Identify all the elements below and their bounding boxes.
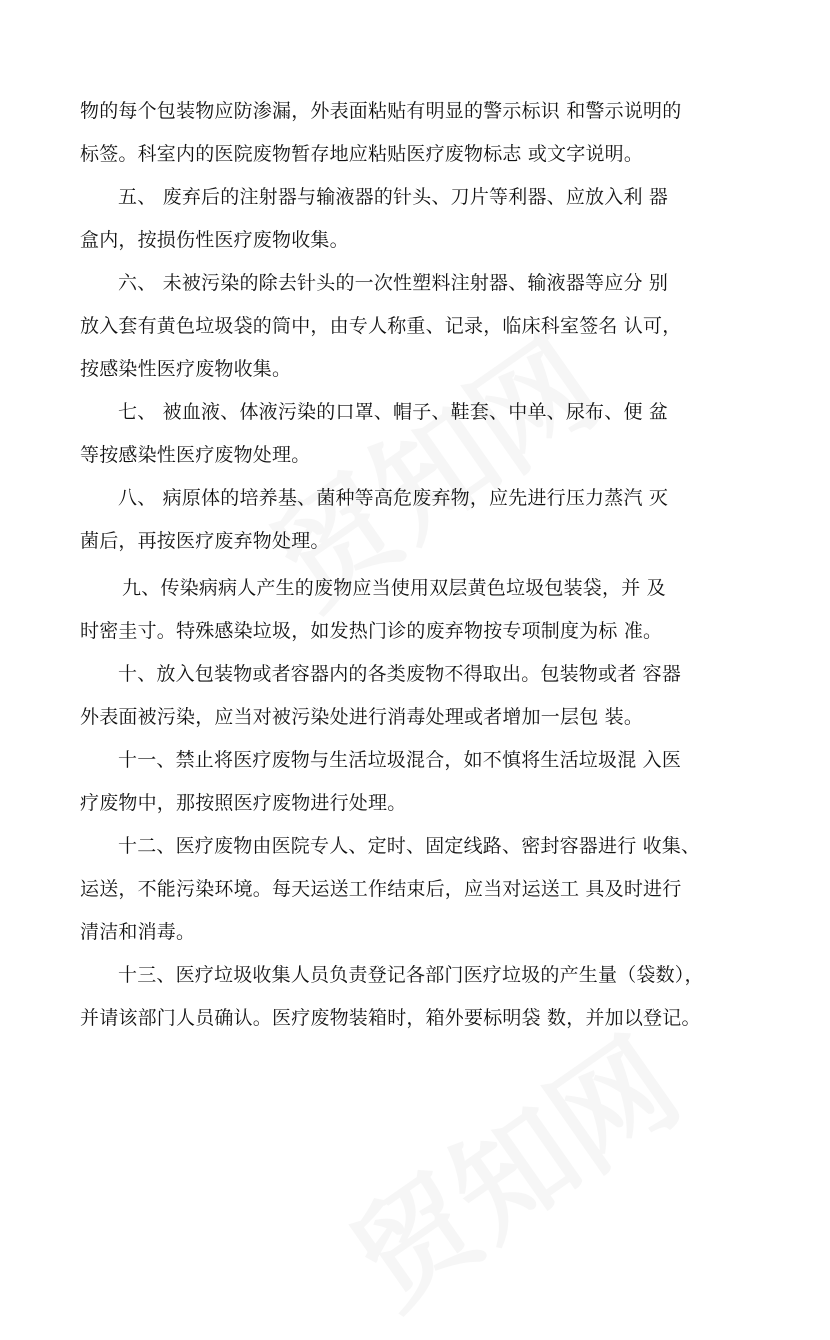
paragraph-line: 标签。科室内的医院废物暂存地应粘贴医疗废物标志 或文字说明。 [80,143,644,165]
paragraph-line: 疗废物中，那按照医疗废物进行处理。 [80,792,407,814]
paragraph-line: 十三、医疗垃圾收集人员负责登记各部门医疗垃圾的产生量（袋数）， [118,964,704,986]
paragraph-line: 运送，不能污染环境。每天运送工作结束后，应当对运送工 具及时进行 [80,878,682,900]
paragraph-line: 六、 未被污染的除去针头的一次性塑料注射器、输液器等应分 别 [118,272,669,294]
paragraph-line: 清洁和消毒。 [80,921,196,943]
watermark-bottom [313,992,707,1339]
paragraph-line: 八、 病原体的培养基、菌种等高危废弃物，应先进行压力蒸汽 灭 [118,487,669,509]
paragraph-line: 十、放入包装物或者容器内的各类废物不得取出。包装物或者 容器 [118,663,682,685]
paragraph-line: 五、 废弃后的注射器与输液器的针头、刀片等利器、应放入利 器 [118,186,669,208]
paragraph-line: 十二、医疗废物由医院专人、定时、固定线路、密封容器进行 收集、 [118,835,701,857]
paragraph-line: 时密圭寸。特殊感染垃圾，如发热门诊的废弃物按专项制度为标 准。 [80,620,663,642]
paragraph-line: 按感染性医疗废物收集。 [80,358,292,380]
paragraph-line: 放入套有黄色垃圾袋的筒中，由专人称重、记录，临床科室签名 认可， [80,315,682,337]
paragraph-line: 外表面被污染，应当对被污染处进行消毒处理或者增加一层包 装。 [80,706,644,728]
paragraph-line: 九、传染病病人产生的废物应当使用双层黄色垃圾包装袋，并 及 [122,577,666,599]
paragraph-line: 等按感染性医疗废物处理。 [80,444,311,466]
paragraph-line: 物的每个包装物应防渗漏，外表面粘贴有明显的警示标识 和警示说明的 [80,100,682,122]
paragraph-line: 菌后，再按医疗废弃物处理。 [80,530,330,552]
paragraph-line: 盒内，按损伤性医疗废物收集。 [80,229,349,251]
paragraph-line: 并请该部门人员确认。医疗废物装箱时，箱外要标明袋 数，并加以登记。 [80,1007,701,1029]
paragraph-line: 十一、禁止将医疗废物与生活垃圾混合，如不慎将生活垃圾混 入医 [118,749,682,771]
paragraph-line: 七、 被血液、体液污染的口罩、帽子、鞋套、中单、尿布、便 盆 [118,401,669,423]
